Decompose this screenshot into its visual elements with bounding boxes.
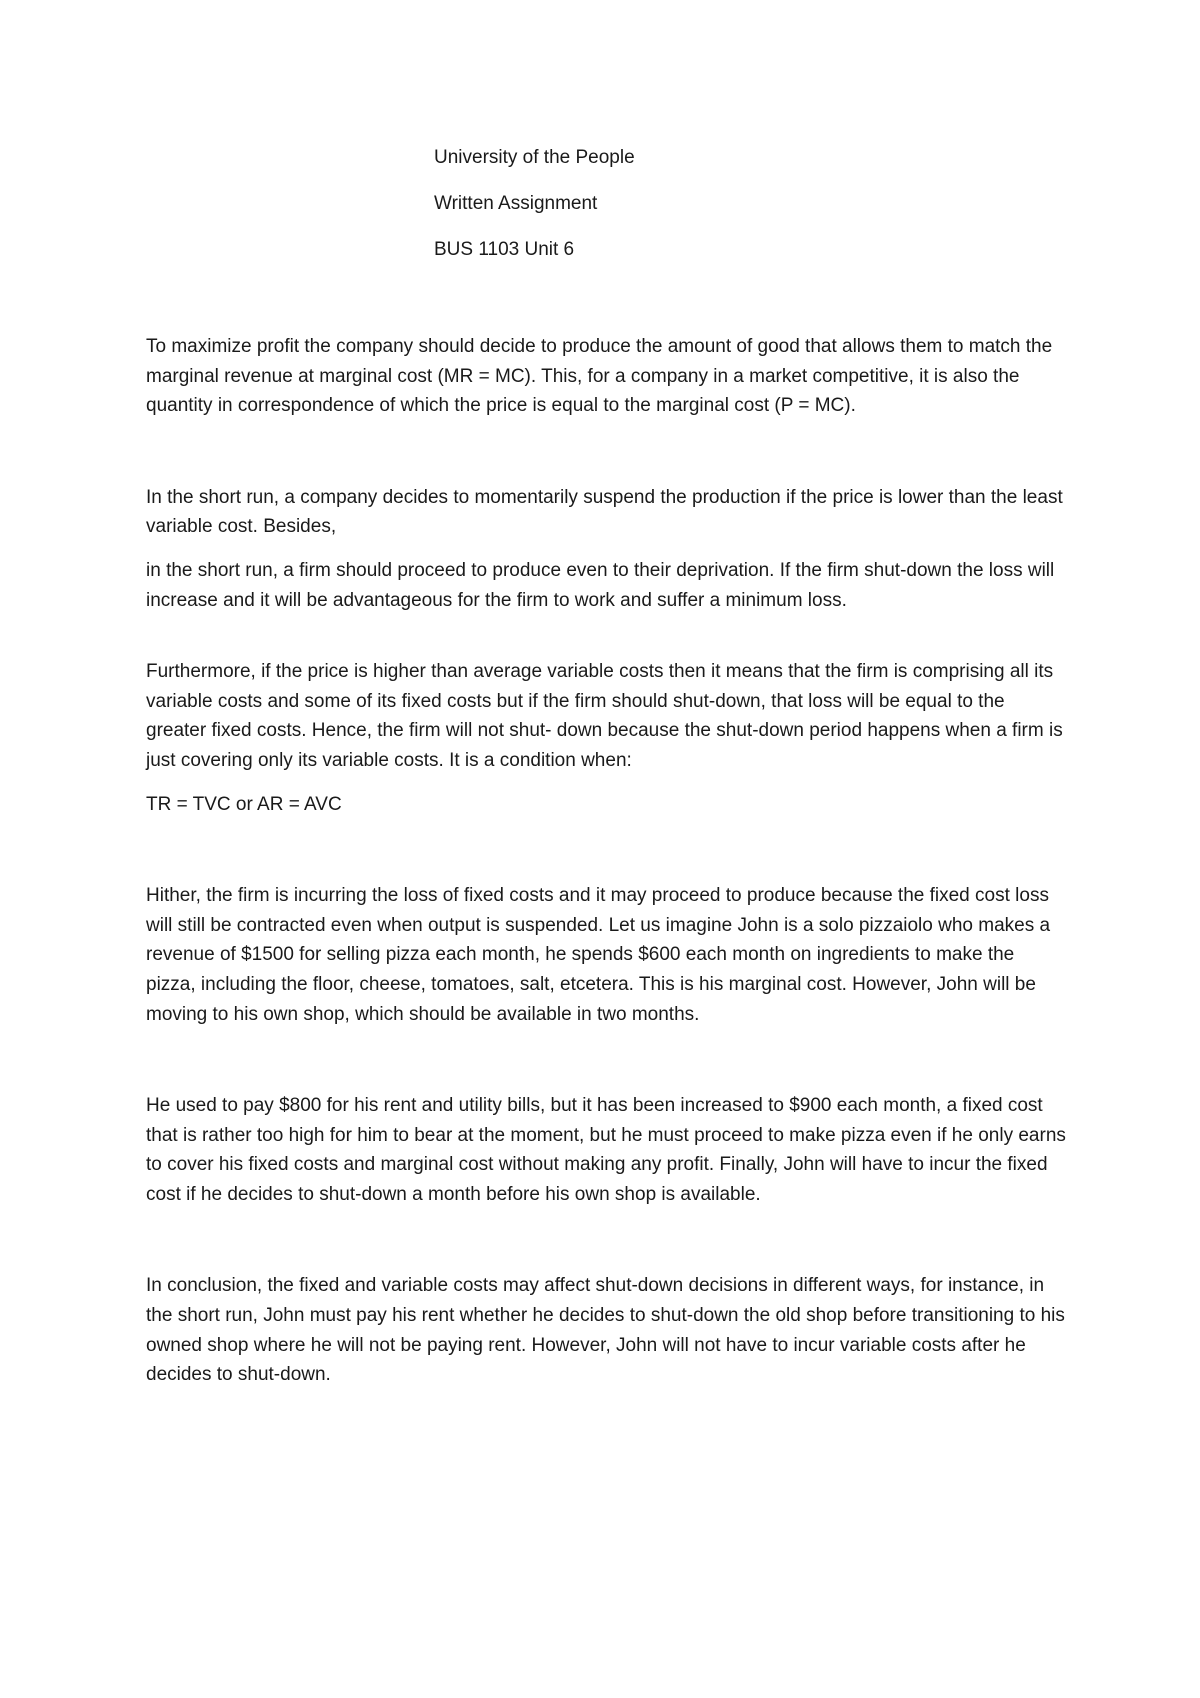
paragraph-profit-maximization: To maximize profit the company should decide to produce the amount of good that allows them to match the marginal revenue at marginal cost (MR = MC). This, for a company in a market competitive, it is also the quantity in correspondence of which the price is equal to the marginal cost (P = MC). <box>146 336 1053 417</box>
document-body <box>146 332 1066 1390</box>
course-code: BUS 1103 Unit 6 <box>434 239 575 260</box>
paragraph-conclusion: In conclusion, the fixed and variable costs may affect shut-down decisions in different ways, for instance, in the short run, John must pay his rent whether he decides to shut-down the old shop before transitioning to his owned shop where he will not be paying rent. However, John will not have to incur variable costs after he decides to shut-down. <box>146 1275 1065 1386</box>
paragraph-average-variable-costs: Furthermore, if the price is higher than average variable costs then it means that the firm is comprising all its variable costs and some of its fixed costs but if the firm should shut-down, that loss will be equal to the greater fixed costs. Hence, the firm will not shut- down because the shut-down period happens when a firm is just covering only its variable costs. It is a condition when: <box>146 661 1063 771</box>
paragraph-condition-formula: TR = TVC or AR = AVC <box>146 793 342 815</box>
paragraph-rent-increase: He used to pay $800 for his rent and utility bills, but it has been increased to $900 each month, a fixed cost that is rather too high for him to bear at the moment, but he must proceed to make pizza even if he only earns to cover his fixed costs and marginal cost without making any profit. Finally, John will have to incur the fixed cost if he decides to shut-down a month before his own shop is available. <box>146 1095 1066 1205</box>
paragraph-pizzaiolo-example: Hither, the firm is incurring the loss of fixed costs and it may proceed to produce because the fixed cost loss will still be contracted even when output is suspended. Let us imagine John is a solo pizzaiolo who makes a revenue of $1500 for selling pizza each month, he spends $600 each month on ingredients to make the pizza, including the floor, cheese, tomatoes, salt, etcetera. This is his marginal cost. However, John will be moving to his own shop, which should be available in two months. <box>146 885 1051 1025</box>
document-header <box>434 146 934 284</box>
paragraph-short-run-suspend: In the short run, a company decides to momentarily suspend the production if the price is lower than the least variable cost. Besides, <box>146 486 1063 538</box>
assignment-type: Written Assignment <box>434 193 598 214</box>
paragraph-short-run-produce: in the short run, a firm should proceed to produce even to their deprivation. If the firm shut-down the loss will increase and it will be advantageous for the firm to work and suffer a minimum loss. <box>146 559 1055 611</box>
university-name: University of the People <box>434 147 635 168</box>
